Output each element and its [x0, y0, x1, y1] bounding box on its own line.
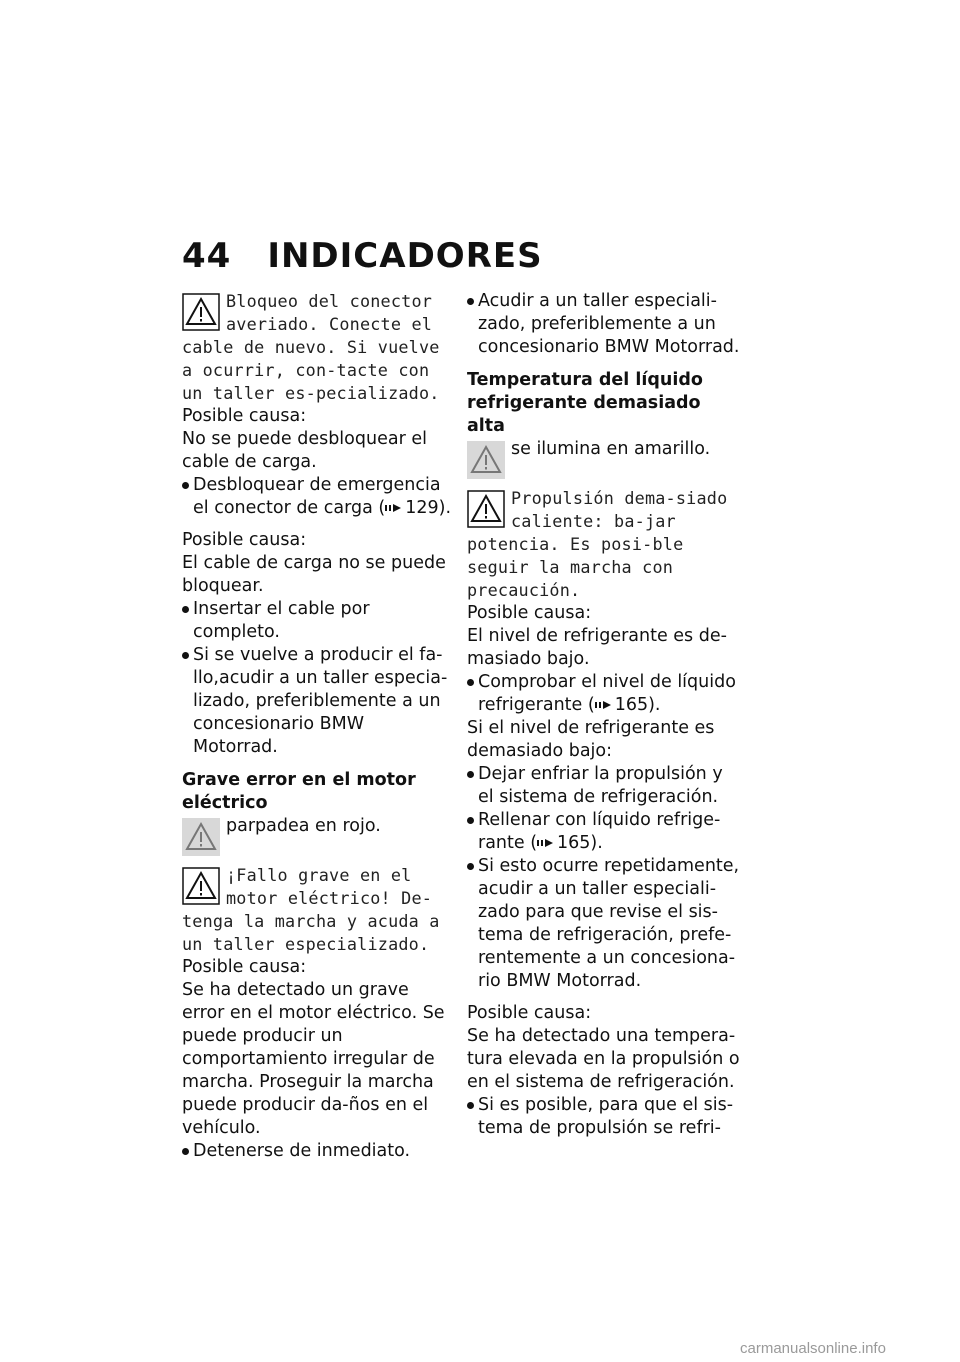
lamp-status-text: se ilumina en amarillo.: [511, 439, 711, 459]
page-header: [182, 236, 543, 276]
cause-text: Se ha detectado un grave error en el motor eléctrico. Se puede producir un comportamiento irregular de marcha. Proseguir la marcha puede producir da-ños en el vehículo.: [182, 980, 445, 1138]
action-item: Dejar enfriar la propulsión y el sistema de refrigeración.: [467, 763, 742, 809]
cause-text: El nivel de refrigerante es de-masiado bajo.: [467, 626, 727, 669]
cause-text: No se puede desbloquear el cable de carga.: [182, 429, 427, 472]
lamp-status-text: parpadea en rojo.: [226, 816, 381, 836]
action-item: Si se vuelve a producir el fa-llo,acudir a un taller especia-lizado, preferiblemente a un concesionario BMW Motorrad.: [182, 644, 454, 759]
arrow-ref-icon: [385, 502, 405, 514]
action-item: Si esto ocurre repetidamente, acudir a un taller especiali-zado para que revise el sis-tema de refrigeración, prefe-rentemente a un concesiona-rio BMW Motorrad.: [467, 855, 742, 993]
action-item: Rellenar con líquido refrige-rante ( 165).: [467, 809, 742, 855]
cause-label: Posible causa:: [182, 406, 307, 426]
action-item: Insertar el cable por completo.: [182, 598, 454, 644]
page-reference: 129).: [385, 498, 451, 518]
cause-label: Posible causa:: [182, 957, 307, 977]
condition-text: Si el nivel de refrigerante es demasiado bajo:: [467, 718, 715, 761]
warning-lamp-icon: [467, 441, 505, 479]
cause-text: Se ha detectado una tempera-tura elevada en la propulsión o en el sistema de refrigeración.: [467, 1026, 740, 1092]
action-item: Comprobar el nivel de líquido refrigerante ( 165).: [467, 671, 742, 717]
section-heading-coolant: Temperatura del líquido refrigerante demasiado alta: [467, 370, 703, 436]
page-reference: 165).: [537, 833, 603, 853]
action-item: Si es posible, para que el sis-tema de propulsión se refri-: [467, 1094, 742, 1140]
cause-text: El cable de carga no se puede bloquear.: [182, 553, 446, 596]
section-heading-motor-error: Grave error en el motor eléctrico: [182, 770, 416, 813]
arrow-ref-icon: [537, 837, 557, 849]
action-item: Detenerse de inmediato.: [182, 1140, 454, 1163]
action-item: [182, 474, 454, 520]
warning-triangle-icon: [182, 293, 220, 331]
warning-block-connector: [182, 290, 454, 405]
lamp-block-red: [182, 815, 454, 856]
cause-label: Posible causa:: [467, 1003, 592, 1023]
action-text: Desbloquear de emergencia el conector de carga (: [193, 475, 441, 518]
warning-text-connector: Bloqueo del conector averiado. Conecte el cable de nuevo. Si vuelve a ocurrir, con-tacte con un taller es-pecializado.: [182, 291, 440, 403]
warning-text-propulsion: Propulsión dema-siado caliente: ba-jar potencia. Es posi-ble seguir la marcha con precaución.: [467, 488, 728, 600]
page-number: 44: [182, 236, 232, 276]
left-column: [182, 290, 454, 1163]
warning-triangle-icon: [182, 867, 220, 905]
warning-block-motor: [182, 864, 454, 956]
warning-lamp-icon: [182, 818, 220, 856]
warning-block-propulsion: [467, 487, 742, 602]
page-reference: 165).: [595, 695, 661, 715]
warning-triangle-icon: [467, 490, 505, 528]
cause-label: Posible causa:: [467, 603, 592, 623]
action-item: Acudir a un taller especiali-zado, preferiblemente a un concesionario BMW Motorrad.: [467, 290, 742, 359]
arrow-ref-icon: [595, 699, 615, 711]
page-title: INDICADORES: [267, 236, 543, 276]
lamp-block-yellow: [467, 438, 742, 479]
cause-label: Posible causa:: [182, 530, 307, 550]
watermark: carmanualsonline.info: [740, 1340, 886, 1357]
right-column: [467, 290, 742, 1140]
warning-text-motor: ¡Fallo grave en el motor eléctrico! De-tenga la marcha y acuda a un taller especializado.: [182, 865, 440, 954]
